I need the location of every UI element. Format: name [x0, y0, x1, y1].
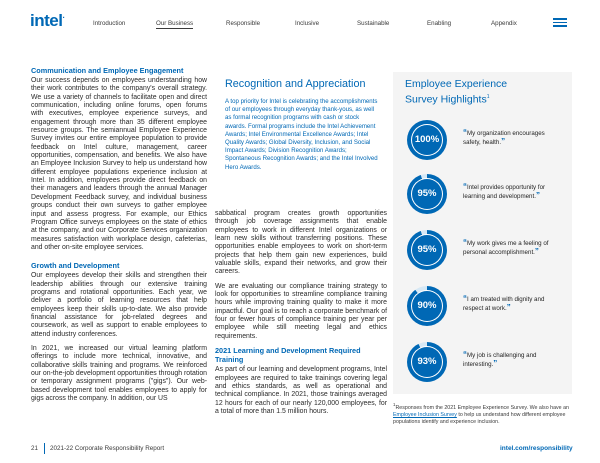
nav-sustainable[interactable]: Sustainable: [357, 20, 390, 27]
close-quote-icon: ”: [493, 359, 498, 368]
nav-responsible[interactable]: Responsible: [226, 20, 261, 27]
nav-introduction[interactable]: Introduction: [93, 20, 126, 27]
stat-quote: “I am treated with dignity and respect at work.”: [463, 294, 545, 312]
page-number: 21: [31, 445, 39, 452]
survey-stat: [393, 230, 572, 270]
report-title: 2021-22 Corporate Responsibility Report: [50, 445, 165, 452]
intel-logo[interactable]: intel.: [30, 11, 65, 30]
stat-value: 95%: [417, 188, 437, 199]
open-quote-icon: “: [463, 128, 467, 137]
survey-stat: [393, 342, 572, 382]
percentage-ring: [403, 174, 451, 214]
stat-value: 100%: [414, 134, 440, 145]
stat-value: 90%: [417, 300, 437, 311]
recognition-box: [217, 72, 386, 200]
survey-highlights-panel: [393, 72, 572, 394]
required-training-heading: 2021 Learning and Development Required Training: [215, 346, 361, 365]
stat-value: 93%: [417, 356, 437, 367]
recognition-title: Recognition and Appreciation: [225, 78, 366, 90]
compliance-paragraph: We are evaluating our compliance training strategy to look for opportunities to streamline compliance training hours while improving training quality to make it more impactful. Our goal is to reach a corporate benchmark of four or fewer hours of compliance training per year per employee while still meeting legal and ethics requirements.: [215, 282, 387, 340]
left-column: [31, 66, 207, 403]
growth-paragraph-1: Our employees develop their skills and strengthen their leadership abilities through our extensive training programs and rotational opportunities. Each year, we deliver a portfolio of learning resources that help employees keep their skills up-to-date. We also provide financial assistance for job-related degrees and coursework, as well as support to enable employees to attend industry conferences.: [31, 272, 207, 338]
percentage-ring: [403, 120, 451, 160]
open-quote-icon: “: [463, 350, 467, 359]
stat-quote: “Intel provides opportunity for learning and development.”: [463, 182, 546, 200]
communication-heading: Communication and Employee Engagement: [31, 66, 184, 75]
survey-stat: [393, 120, 572, 160]
close-quote-icon: ”: [506, 303, 511, 312]
required-training-paragraph: As part of our learning and development programs, Intel employees are required to take trainings covering legal and ethics standards, as well as operational and technical compliance. In 2021, those trainings averaged 12 hours for each of our nearly 120,000 employees, for a total of more than 1.5 million hours.: [215, 366, 387, 415]
sabbatical-paragraph: sabbatical program creates growth opportunities through job coverage assignments that enable employees to work in different Intel organizations or learn new skills without transferring positions. These opportunities enable employees to work on short-term projects that help them gain new experiences, build valuable skills, expand their networks, and grow their careers.: [215, 210, 387, 276]
close-quote-icon: ”: [534, 247, 539, 256]
stat-value: 95%: [417, 244, 437, 255]
open-quote-icon: “: [463, 182, 467, 191]
close-quote-icon: ”: [535, 191, 540, 200]
percentage-ring: [403, 230, 451, 270]
percentage-ring: [403, 286, 451, 326]
top-navigation: [0, 0, 600, 44]
nav-our-business[interactable]: Our Business: [156, 20, 194, 27]
nav-inclusive[interactable]: Inclusive: [295, 20, 320, 27]
nav-appendix[interactable]: Appendix: [491, 20, 517, 27]
stat-quote: “My work gives me a feeling of personal accomplishment.”: [463, 238, 549, 256]
page-footer: [0, 440, 600, 463]
hamburger-menu-icon[interactable]: [553, 18, 567, 27]
open-quote-icon: “: [463, 294, 467, 303]
middle-column: [215, 210, 387, 416]
survey-stat: [393, 286, 572, 326]
inclusion-survey-link[interactable]: Employee Inclusion Survey: [393, 411, 457, 418]
growth-paragraph-2: In 2021, we increased our virtual learning platform offerings to include more technical, innovative, and collaborative skills training and programs. We reinforced our on-the-job development opportunities through rotation or temporary assignment programs ("gigs"). Our web-based development tool enables employees to apply for gigs across the company. In addition, our US: [31, 344, 207, 403]
open-quote-icon: “: [463, 238, 467, 247]
close-quote-icon: ”: [501, 137, 506, 146]
stat-quote: “My organization encourages safety, health.”: [463, 128, 545, 146]
communication-paragraph: Our success depends on employees understanding how their work contributes to the company's overall strategy. We use a variety of channels to facilitate open and direct communication, including online forums, open forums with executives, employee experience surveys, and engagement through more than 35 different employee resource groups. The semiannual Employee Experience Survey invites our entire employee population to provide feedback on Intel culture, management, career opportunities, compensation, and benefits. We also have an Employee Inclusion Survey to help us understand how different employee populations experience inclusion at Intel. In addition, employees provide direct feedback on their managers and leaders through the annual Manager Development Feedback survey, and individual business groups conduct their own surveys to gather employee input and assess progress. For example, our Ethics Program Office surveys employees on the state of ethics at the company, and our Corporate Services organization measures satisfaction with workplace design, cafeterias, and other on-site employee services.: [31, 77, 207, 251]
survey-footnote: $^1$Responses from the 2021 Employee Experience Survey. We also have an Employee Inclusion Survey to help us understand how different employee populations identify and experience inclusion.: [393, 402, 569, 425]
stat-quote: “My job is challenging and interesting.”: [463, 350, 537, 368]
percentage-ring: [403, 342, 451, 382]
survey-stat: [393, 174, 572, 214]
responsibility-site-link[interactable]: intel.com/responsibility: [500, 445, 573, 452]
survey-title: Employee Experience Survey Highlights$^1$: [405, 78, 508, 106]
nav-enabling[interactable]: Enabling: [427, 20, 452, 27]
growth-heading: Growth and Development: [31, 261, 120, 271]
recognition-body: A top priority for Intel is celebrating the accomplishments of our employees through everyday thank-yous, as well as formal recognition programs with cash or stock awards. Formal programs include the Intel Achievement Awards; Intel Environmental Excellence Awards; Intel Quality Awards; Global Diversity, Inclusion, and Social Impact Awards; Division Recognition Awards; Spontaneous Recognition Awards; and the Intel Involved Hero Awards.: [225, 98, 378, 171]
